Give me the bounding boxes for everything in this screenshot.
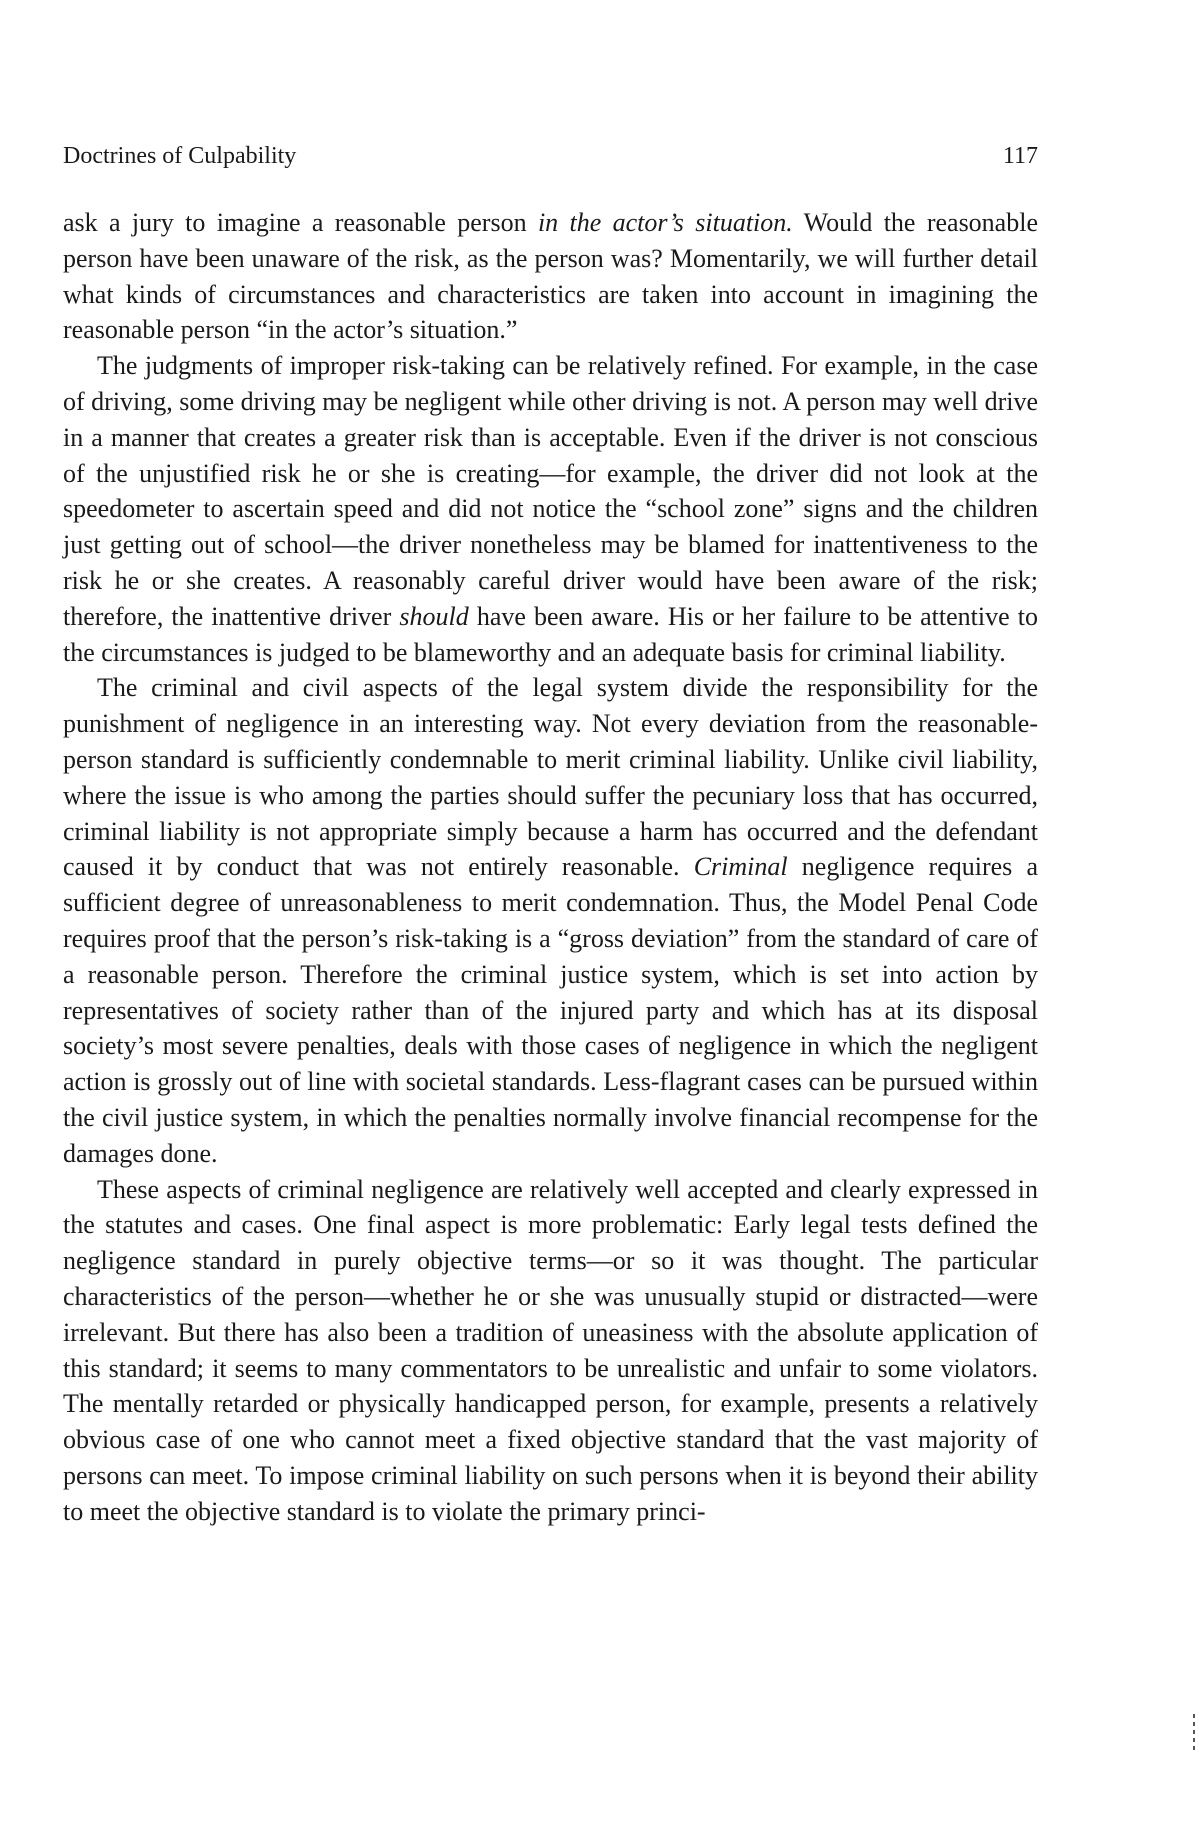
paragraph-text: The criminal and civil aspects of the legal system divide the responsibility for the punishment of negligence in an interesting way. Not every deviation from the reasonable-person standard is sufficiently condemnable to merit criminal liability. Unlike civil liability, where the issue is who among the parties should suffer the pecuniary loss that has occurred, criminal liability is not appropriate simply because a harm has occurred and the defendant caused it by conduct that was not entirely reasonable. [63,673,1038,882]
chapter-title: Doctrines of Culpability [63,143,297,169]
paragraph [63,348,1038,670]
italic-word: should [399,601,469,631]
paragraph-text: These aspects of criminal negligence are relatively well accepted and clearly expressed in the statutes and cases. One final aspect is more problematic: Early legal tests defined the negligence standard in purely objective terms—or so it was thought. The particular characteristics of the person—whether he or she was unusually stupid or distracted—were irrelevant. But there has also been a tradition of uneasiness with the absolute application of this standard; it seems to many commentators to be unrealistic and unfair to some violators. The mentally retarded or physically handicapped person, for example, presents a relatively obvious case of one who cannot meet a fixed objective standard that the vast majority of persons can meet. To impose criminal liability on such persons when it is beyond their ability to meet the objective standard is to violate the primary princi- [63,1174,1038,1526]
italic-phrase: in the actor’s situation. [537,208,793,237]
italic-word: Criminal [693,852,788,882]
paragraph-text: The judgments of improper risk-taking can be relatively refined. For example, in the case of driving, some driving may be negligent while other driving is not. A person may well drive in a manner that creates a greater risk than is acceptable. Even if the driver is not conscious of the unjustified risk he or she is creating—for example, the driver did not look at the speedometer to ascertain speed and did not notice the “school zone” signs and the children just getting out of school—the driver nonetheless may be blamed for inattentiveness to the risk he or she creates. A reasonably careful driver would have been aware of the risk; therefore, the inattentive driver [63,351,1038,631]
page-number: 117 [1002,143,1038,169]
paragraph-text: negligence requires a sufficient degree of unreasonableness to merit condemnation. Thus, the Model Penal Code requires proof that the person’s risk-taking is a “gross deviation” from the standard of care of a reasonable person. Therefore the criminal justice system, which is set into action by representatives of society rather than of the injured party and which has at its disposal society’s most severe penalties, deals with those cases of negligence in which the negligent action is grossly out of line with societal standards. Less-flagrant cases can be pursued within the civil justice system, in which the penalties normally involve financial recompense for the damages done. [63,852,1038,1168]
paragraph [63,670,1038,1171]
paragraph-text: ask a jury to imagine a reasonable person [63,208,538,237]
paragraph-text: Would the reasonable person have been unaware of the risk, as the person was? Momentarily, we will further detail what kinds of circumstances and characteristics are taken into account in imagining the reasonable person “in the actor’s situation.” [63,208,1038,345]
body-text [63,205,1038,1715]
running-header [63,138,1038,174]
paragraph-text: have been aware. His or her failure to be attentive to the circumstances is judged to be blameworthy and an adequate basis for criminal liability. [63,601,1038,667]
paragraph [63,205,1038,348]
paragraph [63,1172,1038,1530]
scan-edge-mark [1193,1714,1195,1754]
